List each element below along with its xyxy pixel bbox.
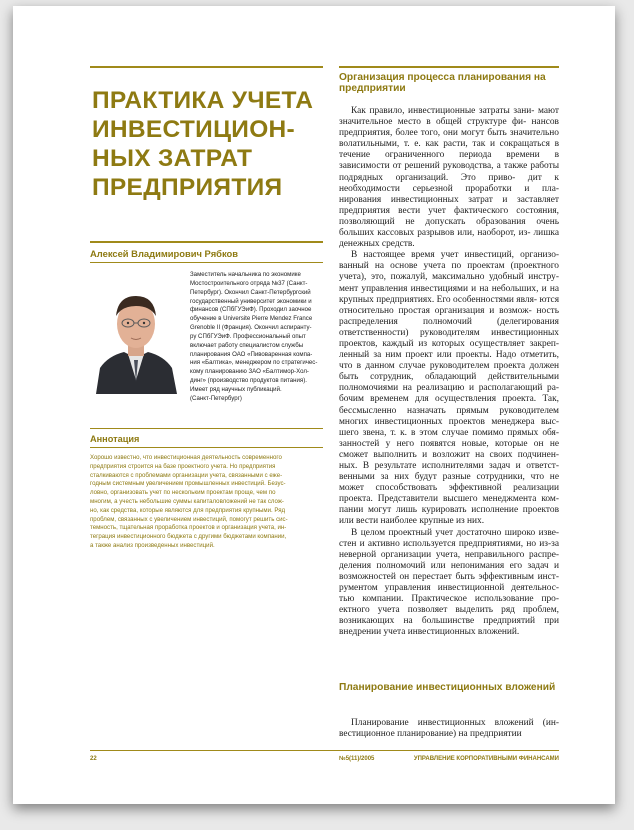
section1-heading: Организация процесса планирования на предприятии (339, 72, 546, 94)
text-line: больших кассовых разрывов или, наоборот, из- (339, 228, 531, 239)
bio-line: ру СПбГУЭиФ. Профессиональный опыт (190, 332, 306, 340)
annotation-text (90, 454, 323, 551)
text-line: ектного учета позволяет выделить ряд проблем, (339, 605, 559, 616)
annotation-line: сталкиваются с проблемами организации учета, связанными с еже- (90, 471, 283, 479)
text-line: или вести наиболее крупные из них. (339, 516, 485, 527)
text-line: занностей у него появятся новые, которые он не (339, 438, 559, 449)
text-line: Планирование инвестиционных вложений (ин- (351, 718, 559, 728)
text-line: рументом управления инвестиционной деятельнос- (339, 583, 559, 594)
annotation-line: но, как средства, которые являются для предприятия крупными. Ряд (90, 506, 286, 514)
annotation-line: а также анализ произведенных инвестиций. (90, 541, 215, 549)
title-top-rule (90, 66, 323, 68)
title-line: НЫХ ЗАТРАТ (92, 145, 253, 172)
text-line: ванный на основе учета по проектам (проектного (339, 261, 559, 272)
text-line: полномочиями на реализацию и располагающий ра- (339, 383, 559, 394)
text-line: нансов предприятия, более того, они могут быть (339, 117, 559, 139)
text-line: также работы подрядных организаций. Это приво- (339, 161, 559, 183)
text-line: проектов, каждый из которых осуществляет закреп- (339, 338, 559, 349)
paragraph (339, 718, 559, 740)
text-line: многих инвестиционных проектов менеджера выс- (339, 416, 559, 427)
text-line: вестиционное планирование) на предприятии (339, 729, 522, 740)
right-column (339, 66, 560, 740)
annotation-top-rule (90, 428, 323, 429)
text-line: В настоящее время учет инвестиций, организо- (351, 250, 559, 261)
text-line: возникающих на большинстве предприятий при (339, 616, 559, 627)
annotation-line: проблем, связанных с увеличением инвестиций, помогут решить сис- (90, 515, 288, 523)
annotation-line: Хорошо известно, что инвестиционная деятельность современного (90, 454, 282, 461)
text-line: учета), это, пожалуй, максимально удобный инстру- (339, 272, 559, 283)
page-footer (90, 750, 559, 762)
text-line: ность распределения полномочий (делегирования (339, 305, 560, 327)
bio-line: Grenoble II (Франция). Окончил аспиранту- (190, 324, 312, 332)
annotation-line: предприятия строится на базе проектного учета. Но предприятия (90, 462, 276, 470)
text-line: ных. В результате исполнителями задач и ответст- (339, 461, 559, 471)
text-line: бессмысленно назначать прямым руководителем (339, 405, 559, 416)
annotation-line: ловно, организовать учет по нескольким проектам проще, чем по (90, 489, 276, 497)
author-name: Алексей Владимирович Рябков (90, 248, 239, 259)
text-line: мент управления инвестициями и на небольших, и (339, 283, 547, 294)
annotation-title: Аннотация (90, 434, 140, 444)
bio-line: Мостостроительного отряда №37 (Санкт- (190, 279, 308, 287)
annotation-line: годным системным увеличением промышленных инвестиций. Безус- (90, 480, 286, 488)
text-line: ются относительно простая организация и возмож- (339, 294, 560, 316)
annotation-line: многим, а учесть небольшие суммы капиталовложений не так слож- (90, 497, 284, 505)
text-line: пании могут лишь курировать исполнение проектов (339, 505, 559, 516)
text-line: ленный за ним проект или проекты. Надо отметить, (339, 350, 559, 361)
text-line: может способствовать эффективной реализации (339, 483, 559, 494)
text-line: проекта. Представители высшего менеджмента ком- (339, 494, 559, 505)
text-line: на крупных предприятиях. Его особенностями явля- (339, 283, 559, 305)
annotation-line: темность, тщательная проработка проектов и организация учета, ин- (90, 524, 287, 532)
bio-line: включает работу специалистом службы (190, 341, 304, 349)
author-bottom-rule (90, 262, 323, 263)
bio-line: динг» (производство продуктов питания). (190, 377, 307, 385)
bio-line: Заместитель начальника по экономике (190, 271, 301, 278)
text-line: тью компании. Практическое использование про- (339, 594, 559, 605)
bio-line: государственный университет экономики и (190, 297, 312, 305)
text-line: бочим временем для осуществления проекта. Так, (339, 394, 559, 405)
annotation-bottom-rule (90, 447, 323, 448)
magazine-page (13, 6, 615, 804)
title-line: ПРЕДПРИЯТИЯ (92, 174, 283, 201)
paragraph (339, 106, 559, 250)
annotation-line: теграция инвестиционного бюджета с другими бюджетами компании, (90, 533, 287, 541)
text-line: значительно волатильными, т. е. как расти, так и (339, 128, 559, 150)
bio-line: ния «Балтика», менеджером по стратегичес- (190, 359, 318, 367)
left-column (90, 66, 323, 549)
article-title (92, 86, 323, 202)
section2-heading: Планирование инвестиционных вложений (339, 682, 556, 693)
author-photo (90, 272, 183, 394)
title-line: ПРАКТИКА УЧЕТА (92, 87, 314, 114)
text-line: стен и активно используется предприятиями, но из-за (339, 538, 559, 549)
section-top-rule (339, 66, 559, 68)
section2-body (339, 718, 559, 740)
text-line: сможет выполнить и возложит на своих подчинен- (339, 449, 559, 460)
text-line: неверной организации учета, неправильного распре- (339, 549, 559, 560)
bio-line: (Санкт-Петербург) (190, 394, 242, 402)
author-bio (190, 271, 323, 404)
section1-body (339, 106, 559, 639)
bio-line: Имеет ряд научных публикаций. (190, 385, 282, 393)
text-line: мают значительное место в общей структуре фи- (339, 106, 559, 128)
text-line: В целом проектный учет достаточно широко изве- (351, 527, 559, 538)
text-line: Как правило, инвестиционные затраты зани- (351, 106, 535, 116)
page-number: 22 (90, 756, 97, 762)
text-line: что в данном случае руководителем проекта должен (339, 361, 559, 372)
text-line: ответственности) руководителям инвестиционных (339, 327, 559, 338)
text-line: венными за них будут разные сотрудники, что не (339, 472, 559, 483)
title-line: ИНВЕСТИЦИОН- (92, 116, 296, 143)
bio-line: Петербург). Окончил Санкт-Петербургский (190, 288, 311, 296)
bio-line: обучение в Universite Pierre Mendez France (190, 315, 313, 323)
text-line: деления полномочий или непонимания его задач и (339, 560, 559, 571)
author-portrait-image (90, 272, 183, 394)
text-line: времени в зависимости от решений руководства, а (339, 150, 560, 172)
issue-number: №5(11)/2005 (339, 756, 375, 762)
text-line: шего звена, т. к. в этом случае помимо прямых обя- (339, 427, 559, 438)
text-line: позволяющий не допускать образования очень (339, 216, 559, 227)
bio-line: кому планированию ЗАО «Балтимор-Хол- (190, 368, 309, 376)
text-line: лишка денежных средств. (339, 228, 559, 250)
bio-line: финансов (СПбГУЭиФ). Проходил заочное (190, 306, 312, 314)
author-top-rule (90, 241, 323, 243)
text-line: быть сотрудник, обладающий действительными (339, 372, 559, 383)
paragraph (339, 250, 559, 527)
magazine-name: УПРАВЛЕНИЕ КОРПОРАТИВНЫМИ ФИНАНСАМИ (413, 756, 559, 762)
paragraph (339, 528, 559, 639)
text-line: возможностей он перестает быть эффективным инст- (339, 571, 559, 582)
text-line: внедрении учета инвестиционных вложений. (339, 627, 520, 638)
text-line: сокращаться в течение ограниченного периода (339, 139, 560, 161)
bio-line: планирования ОАО «Пивоваренная компа- (190, 350, 313, 358)
text-line: дит к необходимости серьезной проработки и пла- (339, 172, 559, 194)
text-line: предприятия вести учет фактического состояния, (339, 205, 559, 216)
text-line: нирования инвестиционных затрат и заставляет (339, 194, 559, 205)
